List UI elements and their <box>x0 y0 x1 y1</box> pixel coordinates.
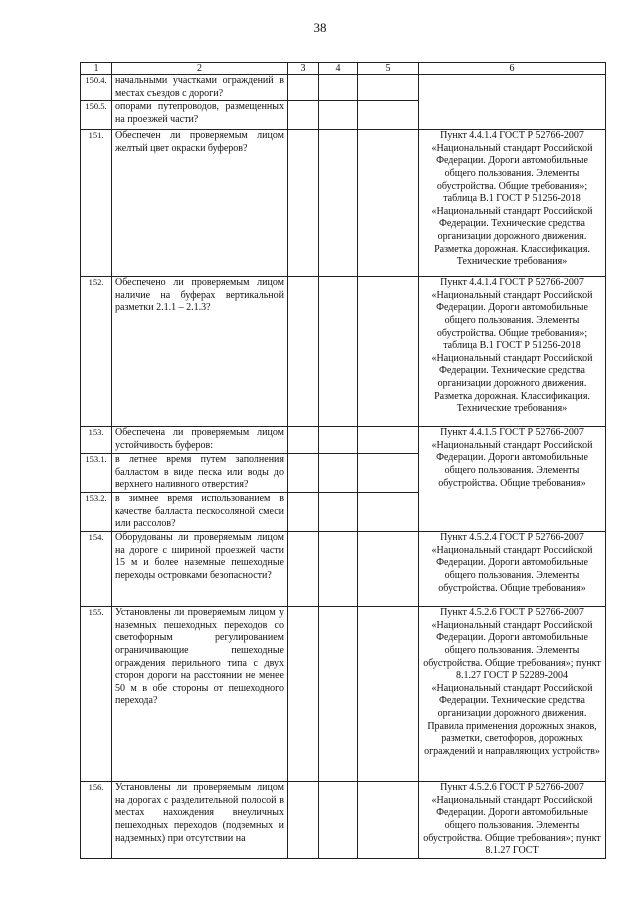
row-number: 153.2. <box>81 493 112 532</box>
row-number: 155. <box>81 607 112 782</box>
reference-cell <box>419 130 606 277</box>
table-row <box>81 130 606 277</box>
question-cell <box>112 130 288 277</box>
reference-cell <box>419 782 606 859</box>
row-number: 153.1. <box>81 454 112 493</box>
answer-cell <box>288 75 319 101</box>
question-cell <box>112 277 288 427</box>
row-number: 150.4. <box>81 75 112 101</box>
answer-cell <box>288 427 319 454</box>
table-row <box>81 607 606 782</box>
answer-cell <box>358 782 419 859</box>
header-cell: 1 <box>81 63 112 75</box>
answer-cell <box>288 101 319 130</box>
question-cell <box>112 532 288 607</box>
answer-cell <box>358 277 419 427</box>
question-cell <box>112 101 288 130</box>
row-number: 153. <box>81 427 112 454</box>
answer-cell <box>319 130 358 277</box>
answer-cell <box>319 782 358 859</box>
answer-cell <box>358 607 419 782</box>
reference-text: Пункт 4.5.2.6 ГОСТ Р 52766-2007 «Национальный стандарт Российской Федерации. Дороги автомобильные общего пользования. Элементы обустройства. Общие требования»; пункт 8.1.27 ГОСТ <box>423 782 601 857</box>
answer-cell <box>358 101 419 130</box>
table-row <box>81 427 606 454</box>
answer-cell <box>358 454 419 493</box>
answer-cell <box>288 782 319 859</box>
reference-cell <box>419 607 606 782</box>
answer-cell <box>288 532 319 607</box>
question-text: начальными участками ограждений в местах съездов с дороги? <box>115 75 284 99</box>
table-row <box>81 75 606 101</box>
answer-cell <box>319 277 358 427</box>
question-text: опорами путепроводов, размещенных на проезжей части? <box>115 101 284 125</box>
question-text: Установлены ли проверяемым лицом у наземных пешеходных переходов со светофорным регулированием ограничивающие пешеходные ограждения перильного типа с двух сторон дороги на расстоянии не менее 50 м в обе стороны от пешеходного перехода? <box>115 607 284 707</box>
question-text: Оборудованы ли проверяемым лицом на дороге с шириной проезжей части 15 м и более наземные пешеходные переходы островками безопасности? <box>115 532 284 581</box>
row-number: 150.5. <box>81 101 112 130</box>
answer-cell <box>319 607 358 782</box>
reference-text: Пункт 4.5.2.4 ГОСТ Р 52766-2007 «Национальный стандарт Российской Федерации. Дороги автомобильные общего пользования. Элементы обустройства. Общие требования» <box>431 532 593 594</box>
answer-cell <box>319 454 358 493</box>
answer-cell <box>358 75 419 101</box>
question-text: Обеспечена ли проверяемым лицом устойчивость буферов: <box>115 427 284 451</box>
question-text: в летнее время путем заполнения балластом в виде песка или воды до верхнего наливного отверстия? <box>115 454 284 491</box>
reference-cell <box>419 277 606 427</box>
answer-cell <box>319 427 358 454</box>
row-number: 152. <box>81 277 112 427</box>
answer-cell <box>358 532 419 607</box>
answer-cell <box>288 493 319 532</box>
answer-cell <box>358 493 419 532</box>
answer-cell <box>288 277 319 427</box>
reference-text: Пункт 4.4.1.5 ГОСТ Р 52766-2007 «Национальный стандарт Российской Федерации. Дороги автомобильные общего пользования. Элементы обустройства. Общие требования» <box>431 427 593 489</box>
reference-cell <box>419 75 606 130</box>
answer-cell <box>358 130 419 277</box>
question-cell <box>112 454 288 493</box>
answer-cell <box>358 427 419 454</box>
answer-cell <box>319 493 358 532</box>
header-cell: 4 <box>319 63 358 75</box>
row-number: 151. <box>81 130 112 277</box>
reference-cell <box>419 532 606 607</box>
checklist-table <box>80 62 606 859</box>
answer-cell <box>288 454 319 493</box>
page-number: 38 <box>313 20 327 35</box>
header-cell: 2 <box>112 63 288 75</box>
answer-cell <box>319 532 358 607</box>
question-cell <box>112 493 288 532</box>
table-header-row <box>81 63 606 75</box>
question-text: Обеспечен ли проверяемым лицом желтый цвет окраски буферов? <box>115 130 284 154</box>
table-row <box>81 782 606 859</box>
header-cell: 3 <box>288 63 319 75</box>
answer-cell <box>319 75 358 101</box>
reference-text: Пункт 4.4.1.4 ГОСТ Р 52766-2007 «Национальный стандарт Российской Федерации. Дороги автомобильные общего пользования. Элементы обустройства. Общие требования»; таблица В.1 ГОСТ Р 51256-2018 «Национальный стандарт Российской Федерации. Технические средства организации дорожного движения. Разметка дорожная. Классификация. Технические требования» <box>431 130 593 268</box>
row-number: 154. <box>81 532 112 607</box>
header-cell: 6 <box>419 63 606 75</box>
question-cell <box>112 782 288 859</box>
reference-text: Пункт 4.5.2.6 ГОСТ Р 52766-2007 «Национальный стандарт Российской Федерации. Дороги автомобильные общего пользования. Элементы обустройства. Общие требования»; пункт 8.1.27 ГОСТ Р 52289-2004 «Национальный стандарт Российской Федерации. Технические средства организации дорожного движения. Правила применения дорожных знаков, разметки, светофоров, дорожных ограждений и направляющих устройств» <box>423 607 601 757</box>
answer-cell <box>288 130 319 277</box>
question-cell <box>112 427 288 454</box>
question-cell <box>112 607 288 782</box>
reference-text: Пункт 4.4.1.4 ГОСТ Р 52766-2007 «Национальный стандарт Российской Федерации. Дороги автомобильные общего пользования. Элементы обустройства. Общие требования»; таблица В.1 ГОСТ Р 51256-2018 «Национальный стандарт Российской Федерации. Технические средства организации дорожного движения. Разметка дорожная. Классификация. Технические требования» <box>431 277 593 415</box>
table-row <box>81 277 606 427</box>
answer-cell <box>288 607 319 782</box>
reference-cell <box>419 427 606 532</box>
table-row <box>81 532 606 607</box>
question-text: Установлены ли проверяемым лицом на дорогах с разделительной полосой в местах нахождения внеуличных пешеходных переходов (подземных и надземных) при отсутствии на <box>115 782 284 844</box>
question-text: Обеспечено ли проверяемым лицом наличие на буферах вертикальной разметки 2.1.1 – 2.1.3? <box>115 277 284 314</box>
row-number: 156. <box>81 782 112 859</box>
question-cell <box>112 75 288 101</box>
answer-cell <box>319 101 358 130</box>
question-text: в зимнее время использованием в качестве балласта пескосоляной смеси или рассолов? <box>115 493 284 530</box>
header-cell: 5 <box>358 63 419 75</box>
